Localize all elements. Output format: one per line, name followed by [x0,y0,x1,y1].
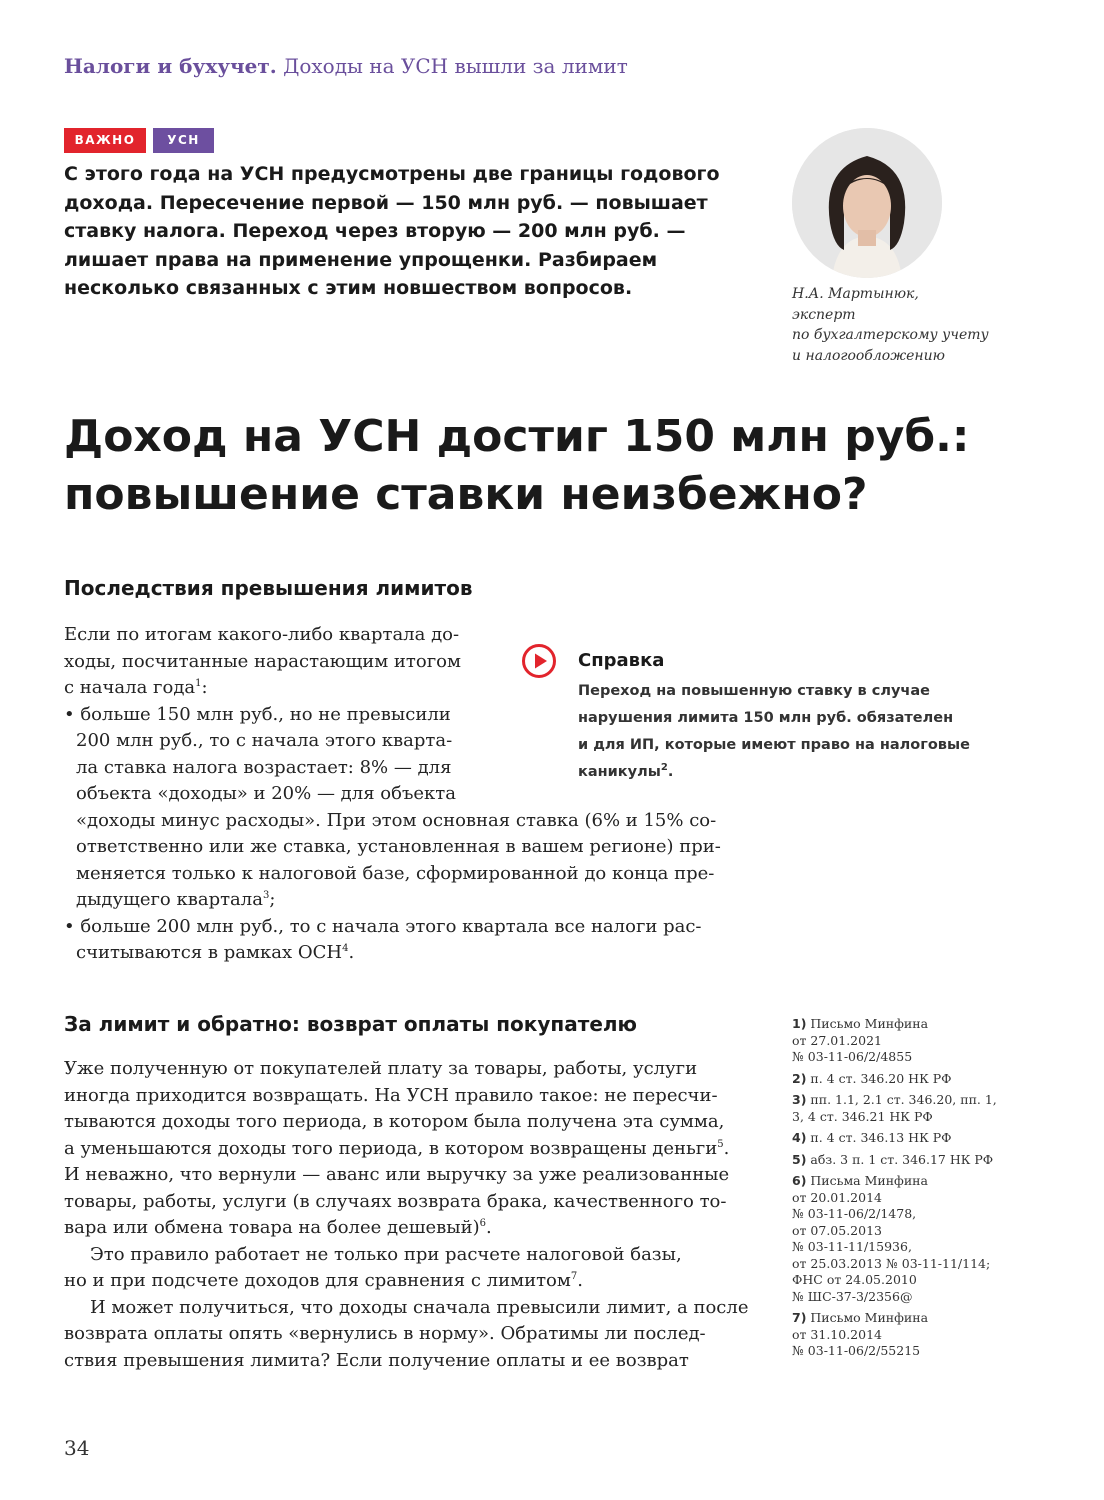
body-line: но и при подсчете доходов для сравнения с лимитом$^7$. [64,1270,584,1291]
body-line: Уже полученную от покупателей плату за товары, работы, услуги [64,1058,698,1079]
body-line: ла ставка налога возрастает: 8% — для [76,756,452,778]
lead-line: лишает права на применение упрощенки. Разбираем [64,248,658,271]
title-line: Доход на УСН достиг 150 млн руб.: [64,411,970,462]
lead-line: ставку налога. Переход через вторую — 200 млн руб. — [64,220,686,243]
body-line: вара или обмена товара на более дешевый)$^6$. [64,1217,492,1238]
footnote: 2) п. 4 ст. 346.20 НК РФ [792,1070,952,1086]
body-line: с начала года$^1$: [64,677,208,698]
header-topic: Доходы на УСН вышли за лимит [283,54,628,78]
author-caption [792,284,989,366]
play-icon [521,643,557,679]
footnotes [792,1016,1042,1365]
footnote-ref[interactable]: 2 [660,762,668,774]
body-line: «доходы минус расходы». При этом основная ставка (6% и 15% со- [76,809,717,831]
author-photo [792,128,942,278]
body-line: Это правило работает не только при расчете налоговой базы, [90,1243,682,1265]
author-line: Н.А. Мартынюк, [792,286,919,302]
footnote: 3) пп. 1.1, 2.1 ст. 346.20, пп. 1, 3, 4 ст. 346.21 НК РФ [792,1092,997,1124]
author-line: и налогообложению [792,347,945,364]
lead-line: дохода. Пересечение первой — 150 млн руб. — повышает [64,191,708,214]
section1-heading: Последствия превышения лимитов [64,576,473,600]
callout-text [578,678,970,786]
section1-body [64,622,721,967]
footnote: 7) Письмо Минфина от 31.10.2014 № 03-11-06/2/55215 [792,1310,929,1358]
callout-line: каникулы$^2$. [578,762,674,780]
footnote: 1) Письмо Минфина от 27.01.2021 № 03-11-06/2/4855 [792,1016,929,1064]
header-section: Налоги и бухучет. [64,54,277,78]
body-line: иногда приходится возвращать. На УСН правило такое: не пересчи- [64,1084,718,1106]
page-number: 34 [64,1436,90,1460]
running-header [64,54,628,78]
callout-line: и для ИП, которые имеют право на налоговые [578,737,970,753]
footnote-ref[interactable]: 3 [262,890,270,901]
body-line: Если по итогам какого-либо квартала до- [64,624,460,645]
title-line: повышение ставки неизбежно? [64,469,868,520]
bullet-line: • больше 150 млн руб., но не превысили [64,703,451,725]
bullet-line: • больше 200 млн руб., то с начала этого квартала все налоги рас- [64,915,702,937]
tag-important: ВАЖНО [64,128,146,153]
body-line: ствия превышения лимита? Если получение оплаты и ее возврат [64,1349,689,1371]
lead-line: С этого года на УСН предусмотрены две границы годового [64,163,720,185]
footnote-ref[interactable]: 5 [717,1138,724,1150]
body-line: объекта «доходы» и 20% — для объекта [76,783,456,804]
body-line: 200 млн руб., то с начала этого кварта- [76,730,453,751]
body-line: меняется только к налоговой базе, сформированной до конца пре- [76,862,715,884]
body-line: ходы, посчитанные нарастающим итогом [64,650,461,672]
body-line: считываются в рамках ОСН$^4$. [76,942,355,963]
footnote: 4) п. 4 ст. 346.13 НК РФ [792,1130,952,1145]
author-line: по бухгалтерскому учету [792,327,989,343]
callout-line: нарушения лимита 150 млн руб. обязателен [578,710,954,726]
callout-title: Справка [578,650,665,671]
footnote-ref[interactable]: 4 [342,943,349,954]
author-portrait-icon [792,128,942,278]
body-line: а уменьшаются доходы того периода, в котором возвращены деньги$^5$. [64,1137,730,1159]
body-line: дыдущего квартала$^3$; [76,889,276,910]
body-line: товары, работы, услуги (в случаях возврата брака, качественного то- [64,1190,727,1212]
tag-usn: УСН [153,128,214,153]
body-line: тываются доходы того периода, в котором была получена эта сумма, [64,1111,725,1132]
article-title [64,408,969,524]
callout-line: Переход на повышенную ставку в случае [578,683,931,699]
body-line: И неважно, что вернули — аванс или выручку за уже реализованные [64,1164,730,1185]
author-line: эксперт [792,306,856,323]
body-line: И может получиться, что доходы сначала превысили лимит, а после [90,1296,749,1318]
body-line: ответственно или же ставка, установленная в вашем регионе) при- [76,836,721,857]
footnote-ref[interactable]: 6 [479,1218,486,1229]
section2-heading: За лимит и обратно: возврат оплаты покупателю [64,1012,637,1036]
lead-paragraph [64,160,764,303]
footnote: 5) абз. 3 п. 1 ст. 346.17 НК РФ [792,1151,994,1167]
section2-body [64,1056,748,1374]
footnote-ref[interactable]: 7 [570,1271,578,1282]
footnote: 6) Письма Минфина от 20.01.2014 № 03-11-06/2/1478, от 07.05.2013 № 03-11-11/15936, от 25.03.2013 № 03-11-11/114; ФНС от 24.05.2010 № ШС-37-3/2356@ [792,1173,991,1304]
body-line: возврата оплаты опять «вернулись в норму». Обратимы ли послед- [64,1323,706,1344]
footnote-ref[interactable]: 1 [195,678,202,689]
lead-line: несколько связанных с этим новшеством вопросов. [64,277,633,300]
